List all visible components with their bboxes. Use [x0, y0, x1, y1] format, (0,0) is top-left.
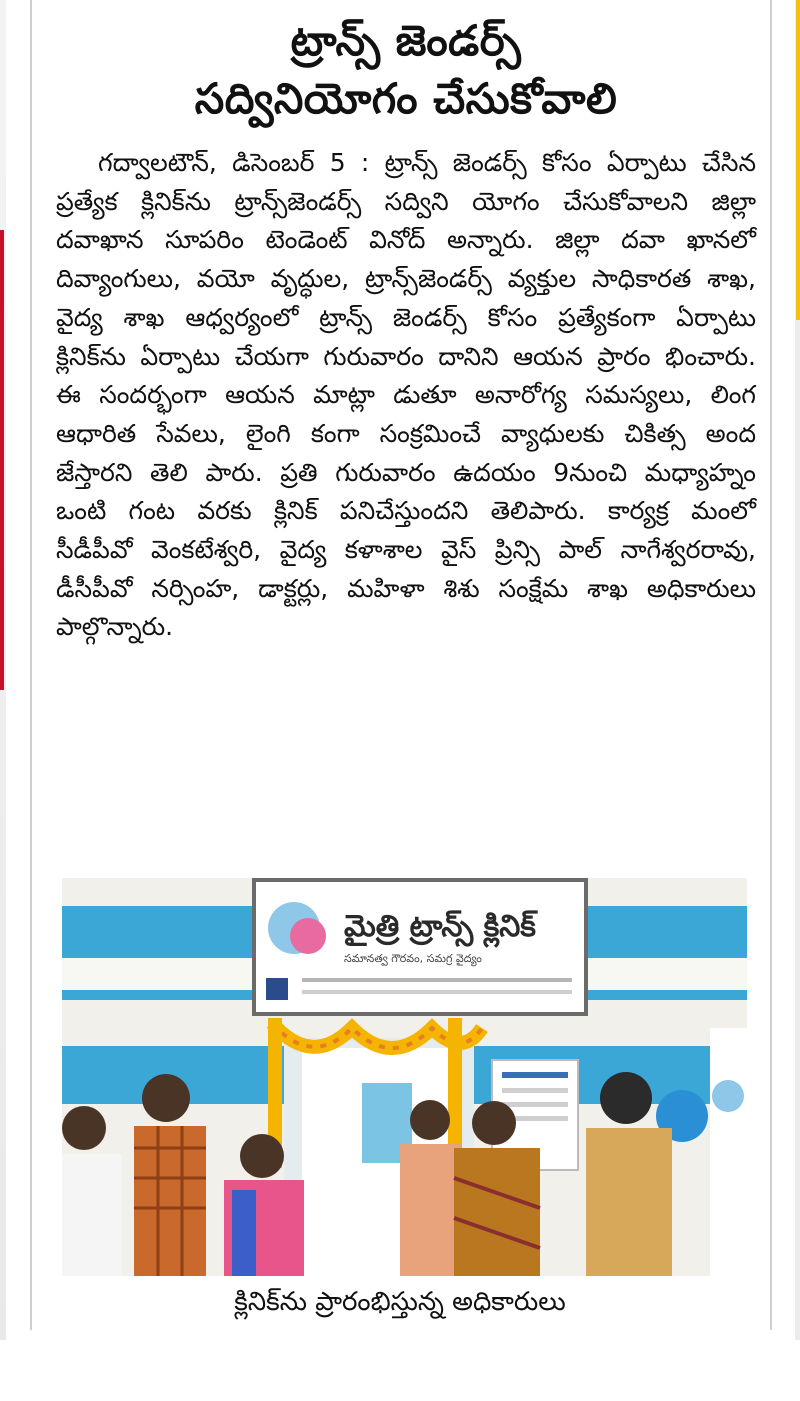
- article-photo: [62, 878, 747, 1276]
- photo-caption: క్లినిక్‌ను ప్రారంభిస్తున్న అధికారులు: [234, 1287, 566, 1317]
- page-edge-right: [795, 0, 800, 1340]
- edge-color-strip: [0, 230, 4, 690]
- headline: [56, 12, 756, 128]
- news-article: [56, 12, 756, 647]
- column-rule-left: [30, 0, 32, 1330]
- sign-subtitle: సమానత్వ గౌరవం, సమగ్ర వైద్యం: [344, 952, 482, 965]
- column-rule-right: [770, 0, 772, 1330]
- article-body: గద్వాలటౌన్, డిసెంబర్ 5 : ట్రాన్స్ జెండర్స్ కోసం ఏర్పాటు చేసిన ప్రత్యేక క్లినిక్‌ను ట్రాన్స్‌జెండర్స్ సద్విని యోగం చేసుకోవాలని జిల్లా దవాఖాన సూపరిం టెండెంట్ వినోద్ అన్నారు. జిల్లా దవా ఖానలో దివ్యాంగులు, వయో వృద్ధుల, ట్రాన్స్‌జెండర్స్ వ్యక్తుల సాధికారత శాఖ, వైద్య శాఖ ఆధ్వర్యంలో ట్రాన్స్ జెండర్స్ కోసం ప్రత్యేకంగా ఏర్పాటు క్లినిక్‌ను ఏర్పాటు చేయగా గురువారం దానిని ఆయన ప్రారం భించారు. ఈ సందర్భంగా ఆయన మాట్లా డుతూ అనారోగ్య సమస్యలు, లింగ ఆధారిత సేవలు, లైంగి కంగా సంక్రమించే వ్యాధులకు చికిత్స అంద జేస్తారని తెలి పారు. ప్రతి గురువారం ఉదయం 9నుంచి మధ్యాహ్నం ఒంటి గంట వరకు క్లినిక్ పనిచేస్తుందని తెలిపారు. కార్యక్ర మంలో సీడీపీవో వెంకటేశ్వరి, వైద్య కళాశాల వైస్ ప్రిన్సి పాల్ నాగేశ్వరరావు, డీసీపీవో నర్సింహ, డాక్టర్లు, మహిళా శిశు సంక్షేమ శాఖ అధికారులు పాల్గొన్నారు.: [56, 148, 756, 642]
- sign-title: మైత్రి ట్రాన్స్ క్లినిక్: [344, 909, 536, 944]
- headline-line-2: సద్వినియోగం చేసుకోవాలి: [194, 74, 618, 123]
- edge-color-strip: [796, 0, 800, 320]
- headline-line-1: ట్రాన్స్ జెండర్స్: [290, 16, 522, 65]
- clinic-inauguration-photo: [62, 878, 747, 1276]
- page-edge-left: [0, 0, 6, 1340]
